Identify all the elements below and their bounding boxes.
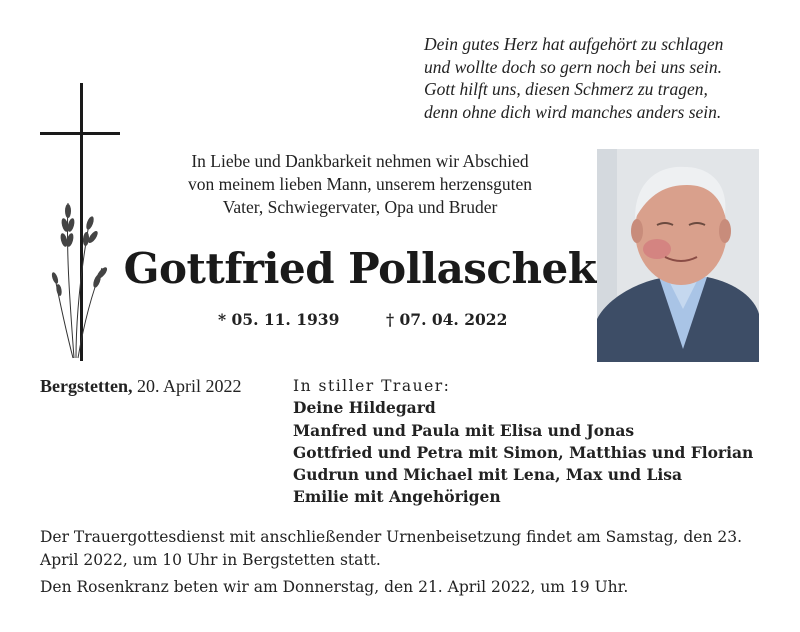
poem-line: Dein gutes Herz hat aufgehört zu schlagen [424, 34, 724, 54]
mourners-heading: In stiller Trauer: [293, 377, 451, 395]
mourner-entry: Emilie mit Angehörigen [293, 487, 501, 507]
mourner-entry: Gottfried und Petra mit Simon, Matthias und Florian [293, 442, 754, 462]
mourner-entry: Manfred und Paula mit Elisa und Jonas [293, 420, 635, 440]
mourners-list [293, 375, 753, 509]
rosary-notice: Den Rosenkranz beten wir am Donnerstag, den 21. April 2022, um 19 Uhr. [40, 578, 629, 596]
portrait-photo [597, 149, 759, 362]
birth-date: * 05. 11. 1939 [218, 310, 340, 329]
poem [424, 33, 764, 123]
mourner-entry: Gudrun und Michael mit Lena, Max und Lisa [293, 465, 683, 485]
place-and-date [40, 376, 241, 397]
cross-with-wheat-icon [40, 83, 126, 365]
intro-line: In Liebe und Dankbarkeit nehmen wir Abschied [191, 151, 529, 171]
poem-line: denn ohne dich wird manches anders sein. [424, 101, 722, 122]
deceased-name: Gottfried Pollaschek [123, 244, 597, 293]
poem-line: und wollte doch so gern noch bei uns sein. [424, 56, 722, 77]
announcement-date: 20. April 2022 [132, 376, 242, 396]
service-notice: Der Trauergottesdienst mit anschließender Urnenbeisetzung findet am Samstag, den 23. April 2022, um 10 Uhr in Bergstetten statt. [40, 528, 743, 569]
town: Bergstetten, [40, 376, 133, 396]
poem-line: Gott hilft uns, diesen Schmerz zu tragen, [424, 79, 708, 99]
intro-text [140, 150, 580, 219]
mourner-entry: Deine Hildegard [293, 398, 436, 418]
intro-line: Vater, Schwiegervater, Opa und Bruder [222, 197, 498, 217]
death-date: † 07. 04. 2022 [386, 310, 508, 329]
intro-line: von meinem lieben Mann, unserem herzensguten [187, 174, 533, 194]
